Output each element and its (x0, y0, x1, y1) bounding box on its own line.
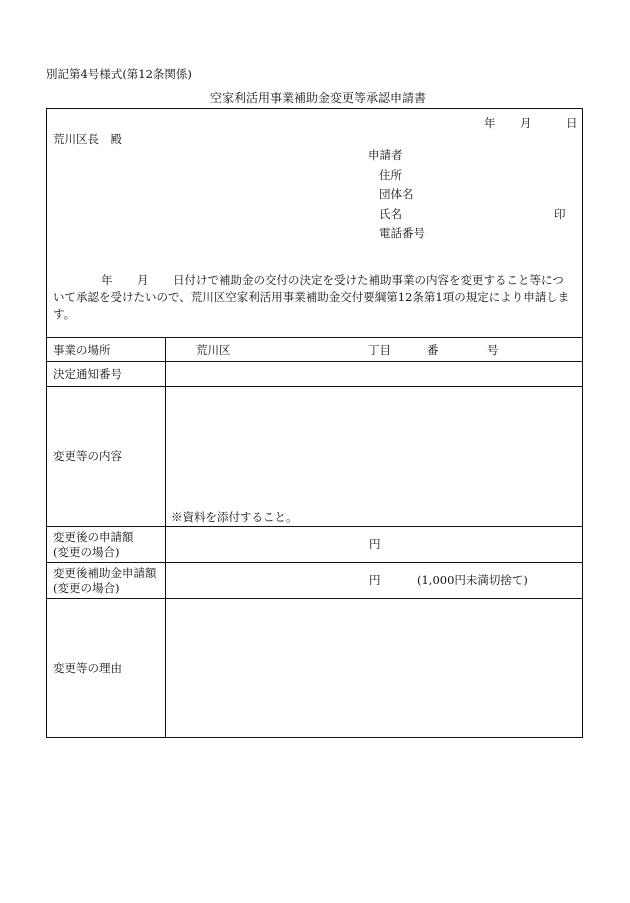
applicant-address-label: 住所 (379, 168, 402, 182)
row-divider (47, 526, 582, 527)
location-chome: 丁目 (368, 343, 391, 357)
row-divider (47, 337, 582, 338)
row-divider (47, 386, 582, 387)
changed-subsidy-unit: 円 (369, 573, 381, 587)
date-year: 年 (484, 116, 496, 130)
page-title: 空家利活用事業補助金変更等承認申請書 (210, 91, 427, 105)
row-divider (47, 598, 582, 599)
applicant-phone-label: 電話番号 (379, 226, 425, 240)
reason-label: 変更等の理由 (53, 661, 122, 675)
applicant-heading: 申請者 (368, 148, 403, 162)
form-id: 別記第4号様式(第12条関係) (46, 67, 192, 81)
row-divider (47, 361, 582, 362)
date-day: 日 (566, 116, 578, 130)
changed-amount-sublabel: (変更の場合) (53, 545, 120, 559)
body-month: 月 (137, 273, 149, 287)
rounding-note: (1,000円未満切捨て) (417, 573, 528, 587)
location-ban: 番 (427, 343, 439, 357)
addressee: 荒川区長 殿 (53, 132, 122, 146)
body-text-line1: 日付けで補助金の交付の決定を受けた補助事業の内容を変更すること等につ (173, 273, 564, 287)
changed-subsidy-label: 変更後補助金申請額 (53, 566, 157, 580)
application-form (46, 108, 583, 738)
applicant-name-label: 氏名 (379, 207, 402, 221)
column-divider (165, 337, 166, 737)
attachment-note: ※資料を添付すること。 (171, 510, 298, 524)
decision-number-label: 決定通知番号 (53, 367, 122, 381)
row-divider (47, 562, 582, 563)
seal-mark: 印 (554, 207, 566, 221)
changed-amount-unit: 円 (369, 537, 381, 551)
body-year: 年 (101, 273, 113, 287)
location-label: 事業の場所 (53, 343, 111, 357)
body-text-line2: いて承認を受けたいので、荒川区空家利活用事業補助金交付要綱第12条第1項の規定により申請しま (53, 290, 570, 304)
date-month: 月 (520, 116, 532, 130)
applicant-group-label: 団体名 (379, 187, 414, 201)
changed-amount-label: 変更後の申請額 (53, 530, 134, 544)
location-ward: 荒川区 (196, 343, 231, 357)
change-content-label: 変更等の内容 (53, 449, 122, 463)
changed-subsidy-sublabel: (変更の場合) (53, 581, 120, 595)
location-go: 号 (487, 343, 499, 357)
body-text-line3: す。 (53, 307, 76, 321)
